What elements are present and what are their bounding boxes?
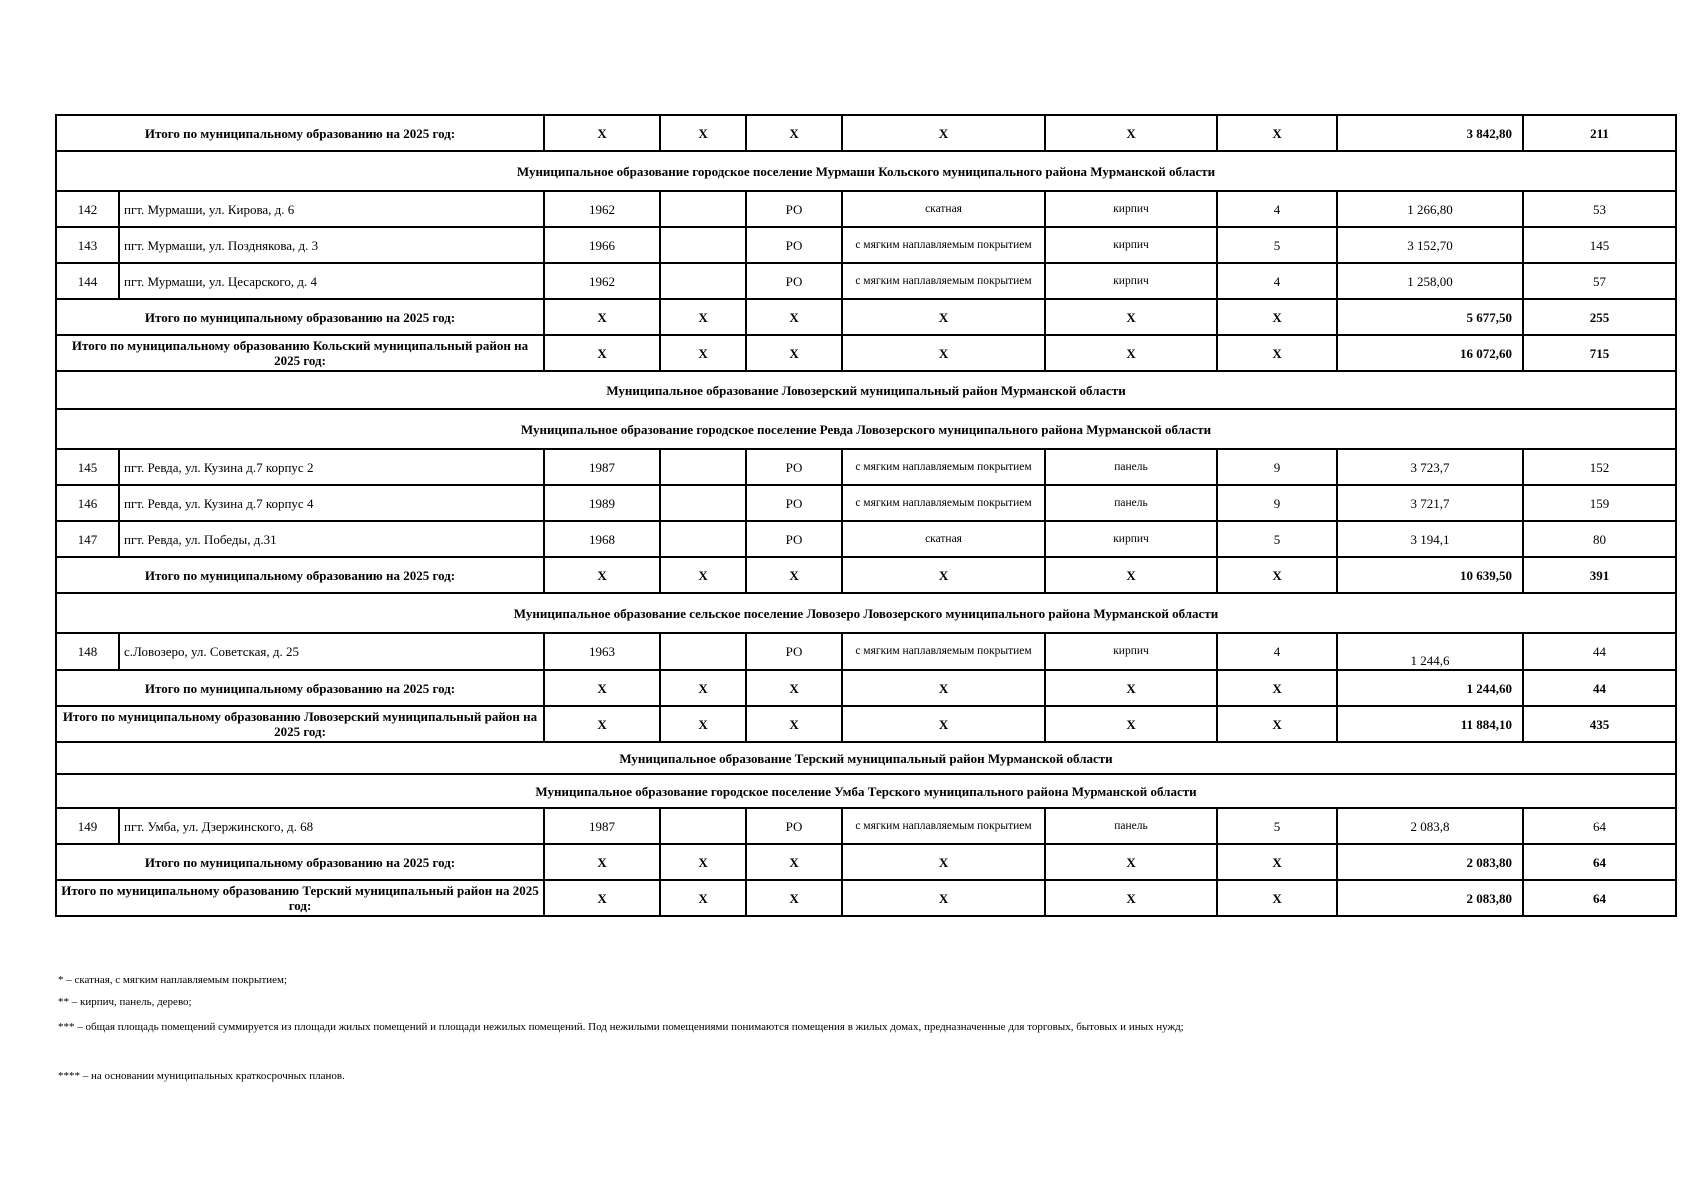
wall-material-cell: кирпич xyxy=(1045,263,1217,299)
total-row xyxy=(56,557,1676,593)
x-mark: X xyxy=(1045,880,1217,916)
address-cell: пгт. Мурмаши, ул. Кирова, д. 6 xyxy=(119,191,544,227)
address-cell: пгт. Ревда, ул. Кузина д.7 корпус 4 xyxy=(119,485,544,521)
x-mark: X xyxy=(1045,557,1217,593)
section-header-row xyxy=(56,742,1676,774)
section-header: Муниципальное образование городское поселение Мурмаши Кольского муниципального района Мурманской области xyxy=(56,151,1676,191)
x-mark: X xyxy=(660,880,746,916)
area-cell: 2 083,8 xyxy=(1337,808,1523,844)
wall-material-cell: кирпич xyxy=(1045,191,1217,227)
x-mark: X xyxy=(842,557,1045,593)
x-mark: X xyxy=(1217,115,1337,151)
total-label: Итого по муниципальному образованию Кольский муниципальный район на 2025 год: xyxy=(56,335,544,371)
x-mark: X xyxy=(660,706,746,742)
x-mark: X xyxy=(1217,880,1337,916)
floors-cell: 9 xyxy=(1217,485,1337,521)
x-mark: X xyxy=(660,299,746,335)
wall-material-cell: кирпич xyxy=(1045,521,1217,557)
section-header: Муниципальное образование Ловозерский муниципальный район Мурманской области xyxy=(56,371,1676,409)
section-header: Муниципальное образование городское поселение Умба Терского муниципального района Мурманской области xyxy=(56,774,1676,808)
residents-cell: 44 xyxy=(1523,633,1676,670)
x-mark: X xyxy=(544,844,660,880)
address-cell: пгт. Ревда, ул. Победы, д.31 xyxy=(119,521,544,557)
year-cell: 1987 xyxy=(544,449,660,485)
total-area: 16 072,60 xyxy=(1337,335,1523,371)
footnote-1: * – скатная, с мягким наплавляемым покрытием; xyxy=(58,974,288,986)
total-label: Итого по муниципальному образованию на 2025 год: xyxy=(56,844,544,880)
roof-type-cell: скатная xyxy=(842,521,1045,557)
total-residents: 391 xyxy=(1523,557,1676,593)
total-label: Итого по муниципальному образованию на 2025 год: xyxy=(56,670,544,706)
house-row xyxy=(56,521,1676,557)
x-mark: X xyxy=(1045,844,1217,880)
residents-cell: 145 xyxy=(1523,227,1676,263)
wall-material-cell: панель xyxy=(1045,449,1217,485)
address-cell: пгт. Умба, ул. Дзержинского, д. 68 xyxy=(119,808,544,844)
x-mark: X xyxy=(842,844,1045,880)
total-area: 1 244,60 xyxy=(1337,670,1523,706)
area-cell: 1 258,00 xyxy=(1337,263,1523,299)
row-number: 145 xyxy=(56,449,119,485)
x-mark: X xyxy=(842,670,1045,706)
section-header-row xyxy=(56,409,1676,449)
roof-type-cell: с мягким наплавляемым покрытием xyxy=(842,633,1045,670)
section-header-row xyxy=(56,774,1676,808)
blank-cell xyxy=(660,808,746,844)
total-residents: 715 xyxy=(1523,335,1676,371)
x-mark: X xyxy=(746,880,842,916)
total-area: 10 639,50 xyxy=(1337,557,1523,593)
floors-cell: 5 xyxy=(1217,521,1337,557)
blank-cell xyxy=(660,485,746,521)
section-header: Муниципальное образование сельское поселение Ловозеро Ловозерского муниципального района Мурманской области xyxy=(56,593,1676,633)
total-label: Итого по муниципальному образованию Ловозерский муниципальный район на 2025 год: xyxy=(56,706,544,742)
total-area: 2 083,80 xyxy=(1337,880,1523,916)
total-label: Итого по муниципальному образованию на 2025 год: xyxy=(56,115,544,151)
area-cell: 1 244,6 xyxy=(1337,633,1523,670)
total-area: 3 842,80 xyxy=(1337,115,1523,151)
x-mark: X xyxy=(842,299,1045,335)
total-residents: 435 xyxy=(1523,706,1676,742)
x-mark: X xyxy=(544,880,660,916)
total-row xyxy=(56,115,1676,151)
roof-type-cell: с мягким наплавляемым покрытием xyxy=(842,263,1045,299)
blank-cell xyxy=(660,191,746,227)
section-header-row xyxy=(56,593,1676,633)
residents-cell: 57 xyxy=(1523,263,1676,299)
x-mark: X xyxy=(746,557,842,593)
x-mark: X xyxy=(746,706,842,742)
wall-material-cell: панель xyxy=(1045,485,1217,521)
x-mark: X xyxy=(544,299,660,335)
x-mark: X xyxy=(842,335,1045,371)
footnote-2: ** – кирпич, панель, дерево; xyxy=(58,996,192,1008)
area-cell: 3 194,1 xyxy=(1337,521,1523,557)
floors-cell: 5 xyxy=(1217,227,1337,263)
method-cell: РО xyxy=(746,449,842,485)
method-cell: РО xyxy=(746,521,842,557)
row-number: 147 xyxy=(56,521,119,557)
x-mark: X xyxy=(544,670,660,706)
x-mark: X xyxy=(1217,335,1337,371)
x-mark: X xyxy=(1217,670,1337,706)
floors-cell: 4 xyxy=(1217,633,1337,670)
wall-material-cell: панель xyxy=(1045,808,1217,844)
x-mark: X xyxy=(544,335,660,371)
method-cell: РО xyxy=(746,191,842,227)
section-header-row xyxy=(56,151,1676,191)
floors-cell: 9 xyxy=(1217,449,1337,485)
residents-cell: 152 xyxy=(1523,449,1676,485)
section-header: Муниципальное образование городское поселение Ревда Ловозерского муниципального района Мурманской области xyxy=(56,409,1676,449)
total-area: 11 884,10 xyxy=(1337,706,1523,742)
x-mark: X xyxy=(746,670,842,706)
table-body xyxy=(56,115,1676,916)
roof-type-cell: с мягким наплавляемым покрытием xyxy=(842,485,1045,521)
address-cell: пгт. Мурмаши, ул. Цесарского, д. 4 xyxy=(119,263,544,299)
x-mark: X xyxy=(746,299,842,335)
year-cell: 1966 xyxy=(544,227,660,263)
total-residents: 64 xyxy=(1523,844,1676,880)
x-mark: X xyxy=(544,115,660,151)
total-row xyxy=(56,880,1676,916)
address-cell: пгт. Мурмаши, ул. Позднякова, д. 3 xyxy=(119,227,544,263)
x-mark: X xyxy=(842,115,1045,151)
residents-cell: 159 xyxy=(1523,485,1676,521)
x-mark: X xyxy=(660,844,746,880)
address-cell: пгт. Ревда, ул. Кузина д.7 корпус 2 xyxy=(119,449,544,485)
x-mark: X xyxy=(1045,706,1217,742)
area-cell: 3 723,7 xyxy=(1337,449,1523,485)
footnote-4: **** – на основании муниципальных краткосрочных планов. xyxy=(58,1070,345,1082)
row-number: 149 xyxy=(56,808,119,844)
area-cell: 3 721,7 xyxy=(1337,485,1523,521)
area-cell: 3 152,70 xyxy=(1337,227,1523,263)
x-mark: X xyxy=(1217,557,1337,593)
year-cell: 1962 xyxy=(544,263,660,299)
roof-type-cell: с мягким наплавляемым покрытием xyxy=(842,449,1045,485)
x-mark: X xyxy=(1217,844,1337,880)
blank-cell xyxy=(660,227,746,263)
total-label: Итого по муниципальному образованию на 2025 год: xyxy=(56,557,544,593)
row-number: 144 xyxy=(56,263,119,299)
residents-cell: 53 xyxy=(1523,191,1676,227)
wall-material-cell: кирпич xyxy=(1045,633,1217,670)
address-cell: с.Ловозеро, ул. Советская, д. 25 xyxy=(119,633,544,670)
x-mark: X xyxy=(746,335,842,371)
method-cell: РО xyxy=(746,808,842,844)
floors-cell: 4 xyxy=(1217,191,1337,227)
x-mark: X xyxy=(842,880,1045,916)
year-cell: 1963 xyxy=(544,633,660,670)
x-mark: X xyxy=(842,706,1045,742)
x-mark: X xyxy=(746,115,842,151)
house-row xyxy=(56,263,1676,299)
year-cell: 1962 xyxy=(544,191,660,227)
floors-cell: 4 xyxy=(1217,263,1337,299)
section-header-row xyxy=(56,371,1676,409)
total-residents: 64 xyxy=(1523,880,1676,916)
total-row xyxy=(56,706,1676,742)
total-row xyxy=(56,670,1676,706)
total-residents: 211 xyxy=(1523,115,1676,151)
housing-register-table xyxy=(55,114,1677,917)
house-row xyxy=(56,227,1676,263)
x-mark: X xyxy=(544,557,660,593)
blank-cell xyxy=(660,263,746,299)
total-residents: 255 xyxy=(1523,299,1676,335)
house-row xyxy=(56,191,1676,227)
x-mark: X xyxy=(1217,299,1337,335)
row-number: 143 xyxy=(56,227,119,263)
x-mark: X xyxy=(1217,706,1337,742)
house-row xyxy=(56,633,1676,670)
blank-cell xyxy=(660,521,746,557)
total-residents: 44 xyxy=(1523,670,1676,706)
wall-material-cell: кирпич xyxy=(1045,227,1217,263)
row-number: 148 xyxy=(56,633,119,670)
section-header: Муниципальное образование Терский муниципальный район Мурманской области xyxy=(56,742,1676,774)
roof-type-cell: скатная xyxy=(842,191,1045,227)
x-mark: X xyxy=(660,670,746,706)
house-row xyxy=(56,808,1676,844)
total-area: 5 677,50 xyxy=(1337,299,1523,335)
total-label: Итого по муниципальному образованию Терский муниципальный район на 2025 год: xyxy=(56,880,544,916)
total-row xyxy=(56,844,1676,880)
row-number: 142 xyxy=(56,191,119,227)
total-row xyxy=(56,299,1676,335)
footnote-3: *** – общая площадь помещений суммируется из площади жилых помещений и площади нежилых помещений. Под нежилыми помещениями понимаются помещения в жилых домах, предназначенные для торговых, бытовых и иных нужд; xyxy=(58,1021,1184,1033)
residents-cell: 80 xyxy=(1523,521,1676,557)
area-cell: 1 266,80 xyxy=(1337,191,1523,227)
residents-cell: 64 xyxy=(1523,808,1676,844)
method-cell: РО xyxy=(746,263,842,299)
x-mark: X xyxy=(544,706,660,742)
house-row xyxy=(56,449,1676,485)
x-mark: X xyxy=(1045,335,1217,371)
year-cell: 1968 xyxy=(544,521,660,557)
x-mark: X xyxy=(660,115,746,151)
x-mark: X xyxy=(1045,299,1217,335)
blank-cell xyxy=(660,633,746,670)
year-cell: 1989 xyxy=(544,485,660,521)
total-label: Итого по муниципальному образованию на 2025 год: xyxy=(56,299,544,335)
floors-cell: 5 xyxy=(1217,808,1337,844)
year-cell: 1987 xyxy=(544,808,660,844)
x-mark: X xyxy=(1045,670,1217,706)
roof-type-cell: с мягким наплавляемым покрытием xyxy=(842,808,1045,844)
blank-cell xyxy=(660,449,746,485)
roof-type-cell: с мягким наплавляемым покрытием xyxy=(842,227,1045,263)
method-cell: РО xyxy=(746,633,842,670)
x-mark: X xyxy=(746,844,842,880)
total-row xyxy=(56,335,1676,371)
x-mark: X xyxy=(1045,115,1217,151)
row-number: 146 xyxy=(56,485,119,521)
method-cell: РО xyxy=(746,485,842,521)
method-cell: РО xyxy=(746,227,842,263)
x-mark: X xyxy=(660,335,746,371)
house-row xyxy=(56,485,1676,521)
x-mark: X xyxy=(660,557,746,593)
total-area: 2 083,80 xyxy=(1337,844,1523,880)
